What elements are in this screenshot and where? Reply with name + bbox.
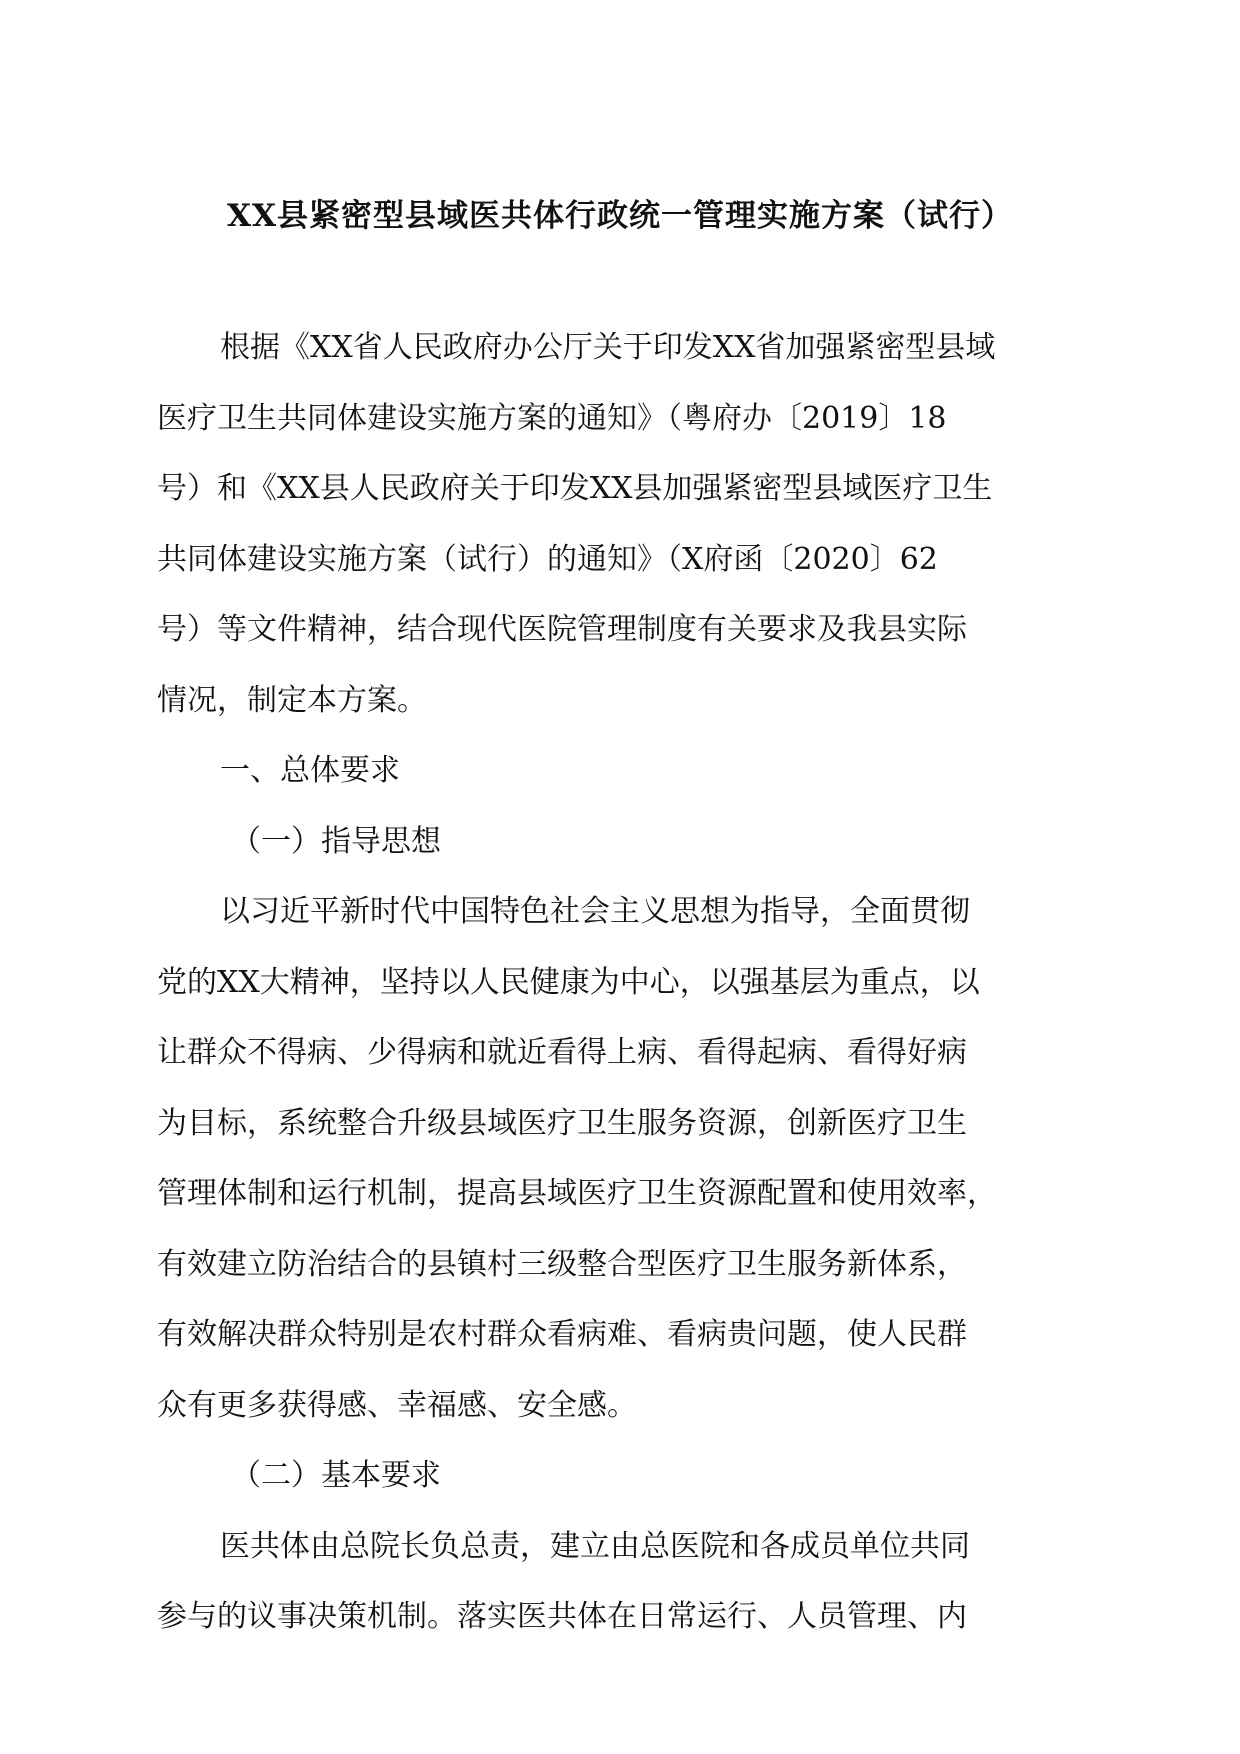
text-line: 让群众不得病、少得病和就近看得上病、看得起病、看得好病 [157, 1035, 967, 1070]
text-line: 号）等文件精神，结合现代医院管理制度有关要求及我县实际 [157, 612, 967, 647]
text-line: 以习近平新时代中国特色社会主义思想为指导，全面贯彻 [220, 894, 970, 929]
text-line: 众有更多获得感、幸福感、安全感。 [157, 1387, 637, 1423]
text-line: 医共体由总院长负总责，建立由总医院和各成员单位共同 [220, 1528, 970, 1564]
text-line: 为目标，系统整合升级县域医疗卫生服务资源，创新医疗卫生 [157, 1105, 967, 1141]
paragraph-guiding-ideology [157, 877, 1087, 1441]
text-line: 根据《XX省人民政府办公厅关于印发XX省加强紧密型县域 [220, 330, 996, 365]
text-line: （一）指导思想 [231, 823, 441, 859]
text-line: 管理体制和运行机制，提高县域医疗卫生资源配置和使用效率， [157, 1176, 997, 1211]
text-line: 号）和《XX县人民政府关于印发XX县加强紧密型县域医疗卫生 [157, 471, 993, 506]
text-line: 有效解决群众特别是农村群众看病难、看病贵问题，使人民群 [157, 1317, 967, 1352]
text-line: 有效建立防治结合的县镇村三级整合型医疗卫生服务新体系， [157, 1246, 967, 1282]
text-line: 情况，制定本方案。 [157, 682, 427, 718]
text-line: 一、总体要求 [220, 753, 400, 788]
document-title: XX县紧密型县域医共体行政统一管理实施方案（试行） [226, 198, 1014, 234]
subsection-heading [157, 807, 1087, 878]
text-line: 共同体建设实施方案（试行）的通知》（X府函〔2020〕62 [157, 541, 938, 577]
text-line: 党的XX大精神，坚持以人民健康为中心，以强基层为重点，以 [157, 964, 980, 1000]
text-line: （二）基本要求 [231, 1458, 441, 1493]
text-line: 参与的议事决策机制。落实医共体在日常运行、人员管理、内 [157, 1599, 967, 1634]
section-heading [157, 736, 1087, 807]
paragraph-basic-requirements [157, 1512, 1087, 1653]
document-body [157, 313, 1087, 1653]
paragraph-intro [157, 313, 1087, 736]
text-line: 医疗卫生共同体建设实施方案的通知》（粤府办〔2019〕18 [157, 400, 947, 436]
subsection-heading [157, 1441, 1087, 1512]
